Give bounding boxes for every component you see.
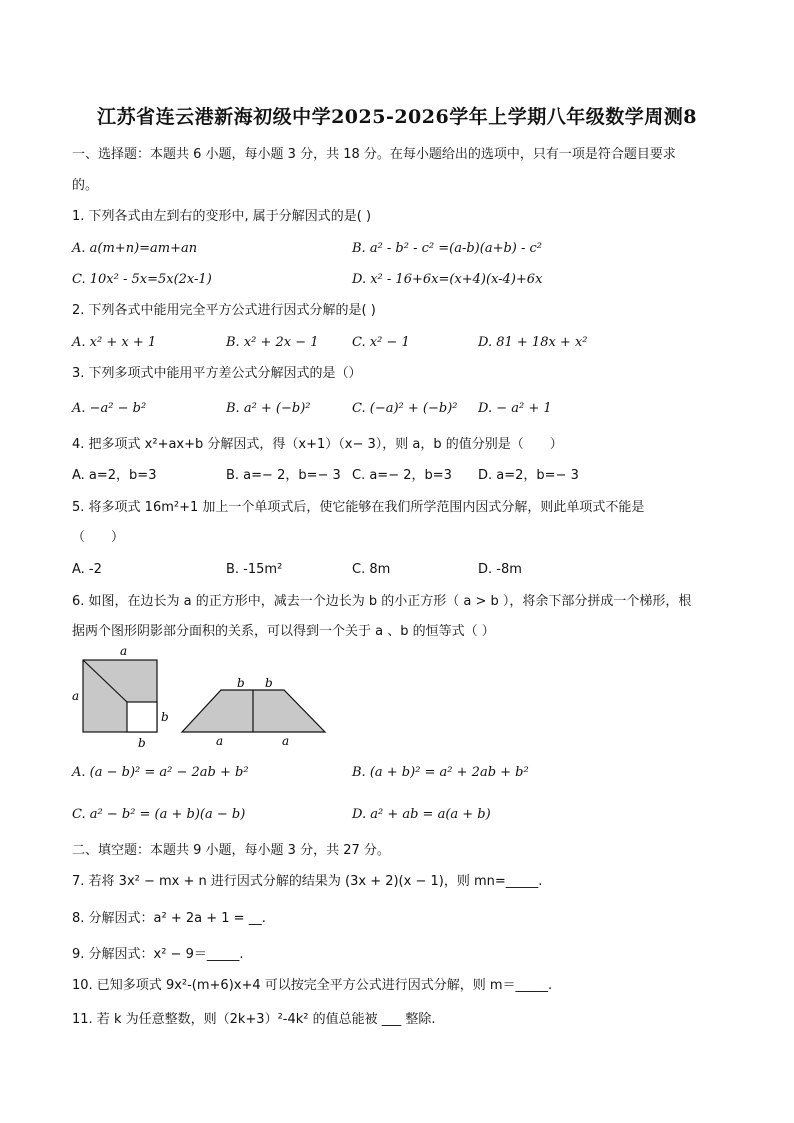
q2-option-b[interactable]: B. x² + 2x − 1 [226, 335, 319, 350]
square-figure [72, 644, 169, 750]
sq-label-right: b [161, 710, 169, 724]
q1-option-c[interactable]: C. 10x² - 5x=5x(2x-1) [72, 272, 212, 287]
q3-option-a[interactable]: A. −a² − b² [72, 401, 147, 416]
tr-label-top2: b [265, 676, 273, 690]
sq-label-left: a [72, 689, 80, 703]
question-1-stem: 1. 下列各式由左到右的变形中, 属于分解因式的是( ) [72, 209, 372, 224]
question-10: 10. 已知多项式 9x²-(m+6)x+4 可以按完全平方公式进行因式分解，则 m＝_____. [72, 978, 553, 993]
q2-option-d[interactable]: D. 81 + 18x + x² [478, 335, 588, 350]
q6-option-b[interactable]: B. (a + b)² = a² + 2ab + b² [352, 765, 529, 780]
q6-option-a[interactable]: A. (a − b)² = a² − 2ab + b² [72, 765, 249, 780]
q5-option-b[interactable]: B. -15m² [226, 562, 283, 577]
q4-option-c[interactable]: C. a=− 2，b=3 [352, 468, 452, 483]
question-8: 8. 分解因式：a² + 2a + 1 = __. [72, 911, 266, 926]
q5-option-c[interactable]: C. 8m [352, 562, 391, 577]
trapezoid-figure [182, 676, 325, 748]
q4-option-b[interactable]: B. a=− 2，b=− 3 [226, 468, 341, 483]
section2-intro: 二、填空题：本题共 9 小题，每小题 3 分，共 27 分。 [72, 843, 390, 858]
page-title: 江苏省连云港新海初级中学2025-2026学年上学期八年级数学周测8 [97, 106, 697, 128]
q2-option-c[interactable]: C. x² − 1 [352, 335, 410, 350]
q6-option-d[interactable]: D. a² + ab = a(a + b) [352, 807, 491, 822]
question-7: 7. 若将 3x² − mx + n 进行因式分解的结果为 (3x + 2)(x − 1)，则 mn=_____. [72, 874, 543, 889]
question-5-stem-cont: （ ） [72, 530, 125, 545]
q1-option-a[interactable]: A. a(m+n)=am+an [72, 241, 198, 256]
question-9: 9. 分解因式：x² − 9＝_____. [72, 947, 244, 962]
q1-option-d[interactable]: D. x² - 16+6x=(x+4)(x-4)+6x [352, 272, 543, 287]
q5-option-d[interactable]: D. -8m [478, 562, 522, 577]
sq-label-top: a [120, 644, 128, 658]
q5-option-a[interactable]: A. -2 [72, 562, 102, 577]
question-11: 11. 若 k 为任意整数，则（2k+3）²-4k² 的值总能被 ___ 整除. [72, 1012, 436, 1027]
q3-option-c[interactable]: C. (−a)² + (−b)² [352, 401, 458, 416]
tr-label-bot2: a [282, 734, 290, 748]
question-5-stem: 5. 将多项式 16m²+1 加上一个单项式后，使它能够在我们所学范围内因式分解，则此单项式不能是 [72, 500, 645, 515]
question-2-stem: 2. 下列各式中能用完全平方公式进行因式分解的是( ) [72, 303, 376, 318]
q3-option-b[interactable]: B. a² + (−b)² [226, 401, 311, 416]
tr-label-bot1: a [216, 734, 224, 748]
q6-option-c[interactable]: C. a² − b² = (a + b)(a − b) [72, 807, 246, 822]
section1-intro-line1: 一、选择题：本题共 6 小题，每小题 3 分，共 18 分。在每小题给出的选项中，只有一项是符合题目要求 [72, 147, 676, 162]
sq-label-bottom: b [138, 736, 146, 750]
tr-label-top1: b [237, 676, 245, 690]
q6-figure [66, 644, 346, 752]
q2-option-a[interactable]: A. x² + x + 1 [72, 335, 157, 350]
q4-option-a[interactable]: A. a=2，b=3 [72, 468, 157, 483]
question-6-stem-cont: 据两个图形阴影部分面积的关系，可以得到一个关于 a 、b 的恒等式（ ） [72, 624, 495, 639]
question-3-stem: 3. 下列多项式中能用平方差公式分解因式的是（） [72, 366, 362, 381]
question-4-stem: 4. 把多项式 x²+ax+b 分解因式，得（x+1）（x− 3），则 a，b 的值分别是（ ） [72, 437, 563, 452]
q3-option-d[interactable]: D. − a² + 1 [478, 401, 552, 416]
section1-intro-line2: 的。 [72, 178, 99, 193]
q4-option-d[interactable]: D. a=2，b=− 3 [478, 468, 579, 483]
q1-option-b[interactable]: B. a² - b² - c² =(a-b)(a+b) - c² [352, 241, 543, 256]
question-6-stem: 6. 如图，在边长为 a 的正方形中，减去一个边长为 b 的小正方形（ a > b ），将余下部分拼成一个梯形，根 [72, 594, 692, 609]
